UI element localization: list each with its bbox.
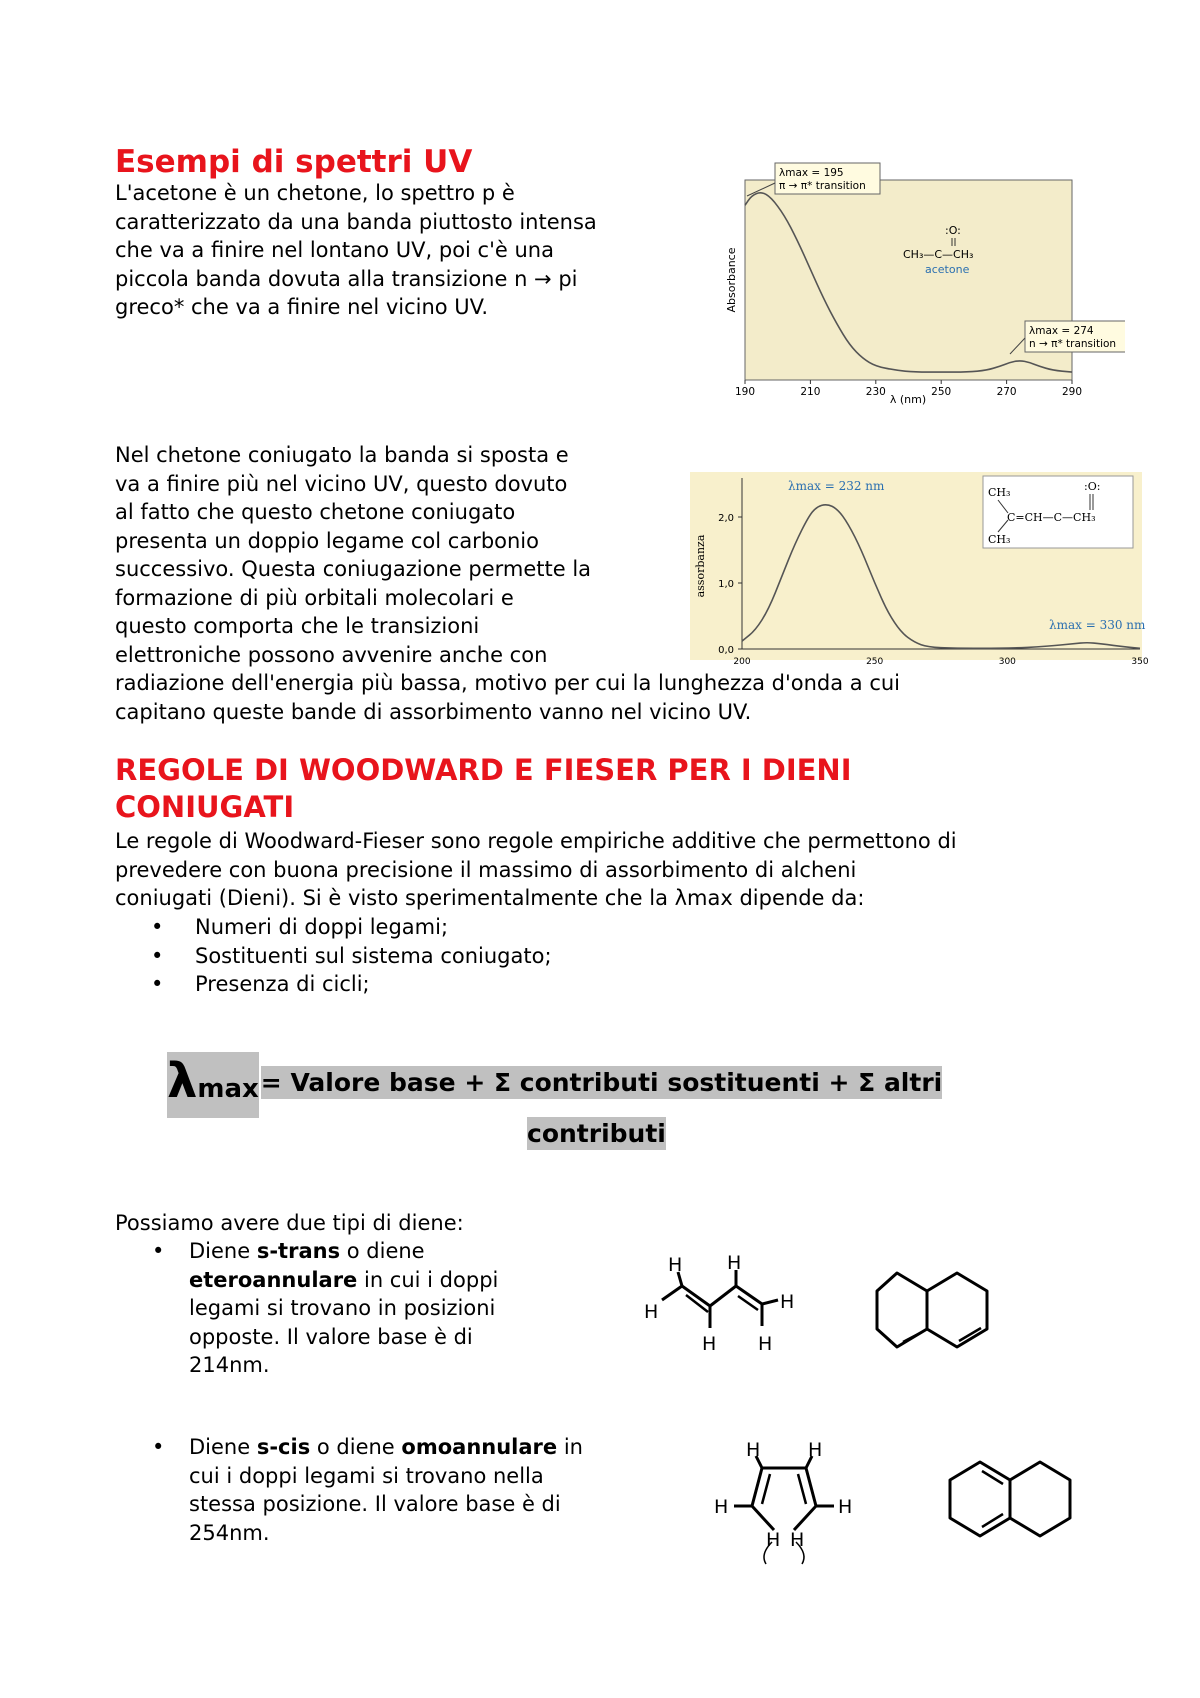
text-line: va a finire più nel vicino UV, questo dovuto <box>115 471 568 496</box>
y-tick-label: 0,0 <box>718 645 734 656</box>
woodward-intro-paragraph <box>115 827 957 913</box>
text-line: Nel chetone coniugato la banda si sposta e <box>115 443 569 467</box>
lambda-subscript: max <box>197 1074 259 1104</box>
peak1-lambda-label: λmax = 195 <box>779 167 844 179</box>
lambda-max-formula <box>167 1052 942 1118</box>
text-line: caratterizzato da una banda piuttosto intensa <box>115 209 597 234</box>
text-line: coniugati (Dieni). Si è visto sperimentalmente che la λmax dipende da: <box>115 886 865 910</box>
acetone-name: acetone <box>925 263 970 276</box>
s-trans-butadiene-structure <box>640 1250 810 1360</box>
x-tick-label: 290 <box>1061 386 1083 398</box>
diene-s-trans-item <box>115 1237 675 1380</box>
title-line: REGOLE DI WOODWARD E FIESER PER I DIENI <box>115 753 852 787</box>
y-tick-label: 1,0 <box>718 579 734 590</box>
enone-chain: C=CH—C—CH₃ <box>1007 511 1096 524</box>
hydrogen-label: H <box>727 1252 742 1274</box>
text-line: presenta un doppio legame col carbonio <box>115 528 539 553</box>
hydrogen-label: H <box>808 1440 823 1461</box>
text-line: capitano queste bande di assorbimento vanno nel vicino UV. <box>115 699 752 724</box>
x-tick-label: 350 <box>1131 657 1149 667</box>
list-item-text: Presenza di cicli; <box>195 972 370 996</box>
text-line: cui i doppi legami si trovano nella <box>189 1463 544 1488</box>
hydrogen-label: H <box>758 1333 773 1355</box>
text-line: eteroannulare in cui i doppi <box>189 1267 499 1292</box>
text-line: 254nm. <box>189 1520 270 1545</box>
text-line: piccola banda dovuta alla transizione n → pi <box>115 266 578 291</box>
methyl-bottom: CH₃ <box>988 533 1011 546</box>
acetone-paragraph <box>115 179 597 322</box>
text-line: successivo. Questa coniugazione permette la <box>115 557 592 581</box>
hydrogen-label: H <box>668 1254 683 1276</box>
hydrogen-label: H <box>746 1440 761 1461</box>
factors-list <box>115 913 552 999</box>
text-line: elettroniche possono avvenire anche con <box>115 642 548 667</box>
bullet: • <box>151 972 164 996</box>
text-line: Le regole di Woodward-Fieser sono regole empiriche additive che permettono di <box>115 829 957 853</box>
peak2-lambda-label: λmax = 274 <box>1029 325 1094 337</box>
text-line: 214nm. <box>189 1353 270 1377</box>
x-tick-label: 300 <box>998 657 1016 667</box>
text-line: formazione di più orbitali molecolari e <box>115 585 514 610</box>
lambda-symbol: λmax <box>167 1052 259 1118</box>
section-title-uv-spectra: Esempi di spettri UV <box>115 144 473 180</box>
x-tick-label: 210 <box>800 386 821 398</box>
title-line: CONIUGATI <box>115 790 295 824</box>
bullet: • <box>152 1435 165 1459</box>
methyl-top: CH₃ <box>988 486 1011 499</box>
peak2-label: λmax = 330 nm <box>1049 618 1146 632</box>
list-item <box>115 970 552 999</box>
y-tick-label: 2,0 <box>718 513 734 524</box>
list-item <box>115 913 552 942</box>
ketone-oxygen: :O: <box>1084 480 1101 493</box>
x-tick-label: 230 <box>865 386 886 398</box>
text-line: che va a finire nel lontano UV, poi c'è una <box>115 238 554 262</box>
acetone-uv-spectrum-chart <box>725 158 1125 408</box>
formula-continuation: contributi <box>527 1119 666 1148</box>
y-axis-label: Absorbance <box>725 247 738 313</box>
x-tick-label: 250 <box>931 386 952 398</box>
x-tick-label: 200 <box>733 657 751 667</box>
section-title-woodward-fieser <box>115 752 851 826</box>
diene-types-intro: Possiamo avere due tipi di diene: <box>115 1211 464 1235</box>
carbonyl-oxygen: :O: <box>945 224 961 237</box>
bullet: • <box>151 943 164 968</box>
text-line: radiazione dell'energia più bassa, motivo per cui la lunghezza d'onda a cui <box>115 671 901 695</box>
bullet: • <box>152 1239 165 1263</box>
acetone-formula: CH₃—C—CH₃ <box>903 248 974 261</box>
hydrogen-label: H <box>790 1529 805 1551</box>
peak1-label: λmax = 232 nm <box>788 479 885 493</box>
diene-s-cis-item <box>115 1433 675 1547</box>
text-line: stessa posizione. Il valore base è di <box>189 1492 561 1516</box>
heteroannular-diene-structure <box>875 1265 1035 1375</box>
text-line: opposte. Il valore base è di <box>189 1324 473 1349</box>
plot-area <box>745 180 1072 380</box>
conjugated-ketone-uv-spectrum-chart <box>690 470 1150 670</box>
text-line: greco* che va a finire nel vicino UV. <box>115 295 489 319</box>
text-line: Diene s-cis o diene omoannulare in <box>189 1435 583 1459</box>
text-line: legami si trovano in posizioni <box>189 1296 496 1320</box>
text-line: questo comporta che le transizioni <box>115 614 480 638</box>
homoannular-diene-structure <box>948 1456 1108 1566</box>
peak2-transition-label: n → π* transition <box>1029 338 1117 350</box>
peak1-transition-label: π → π* transition <box>779 180 866 192</box>
hydrogen-label: H <box>702 1333 717 1355</box>
x-tick-label: 250 <box>866 657 884 667</box>
hydrogen-label: H <box>766 1529 781 1551</box>
list-item-text: Sostituenti sul sistema coniugato; <box>195 943 552 968</box>
hydrogen-label: H <box>838 1496 853 1518</box>
hydrogen-label: H <box>644 1301 659 1323</box>
s-cis-butadiene-structure <box>710 1440 860 1570</box>
bullet: • <box>151 915 164 939</box>
hydrogen-label: H <box>714 1496 729 1518</box>
list-item-text: Numeri di doppi legami; <box>195 915 449 939</box>
x-tick-label: 190 <box>734 386 756 398</box>
hydrogen-label: H <box>780 1291 795 1313</box>
x-tick-label: 270 <box>996 386 1017 398</box>
x-axis-label: λ (nm) <box>889 393 927 406</box>
text-line: L'acetone è un chetone, lo spettro p è <box>115 181 515 205</box>
y-axis-label: assorbanza <box>694 534 707 598</box>
text-line: Diene s-trans o diene <box>189 1239 425 1263</box>
list-item <box>115 942 552 971</box>
formula-text: = Valore base + Σ contributi sostituenti + Σ altri <box>260 1068 943 1097</box>
text-line: prevedere con buona precisione il massimo di assorbimento di alcheni <box>115 857 857 882</box>
text-line: al fatto che questo chetone coniugato <box>115 500 516 524</box>
